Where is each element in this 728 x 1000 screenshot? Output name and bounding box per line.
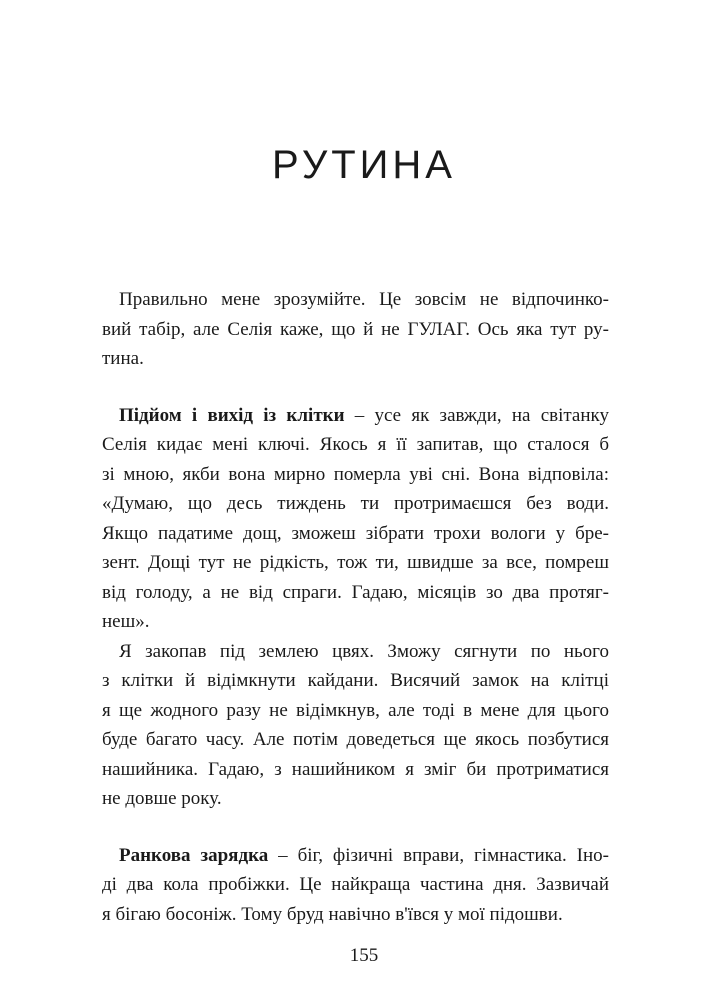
- text-line: Селія кидає мені ключі. Якось я її запитав, що сталося б: [102, 434, 609, 455]
- text-line: вий табір, але Селія каже, що й не ГУЛАГ. Ось яка тут ру-: [102, 318, 609, 340]
- chapter-title: РУТИНА: [272, 143, 456, 187]
- text-line: неш».: [102, 611, 150, 632]
- text-line: буде багато часу. Але потім доведеться ще якось позбутися: [102, 729, 609, 750]
- paragraph-2: [102, 401, 609, 637]
- paragraph-gap: [102, 374, 609, 401]
- text-line: Якщо падатиме дощ, зможеш зібрати трохи вологи у бре-: [102, 522, 609, 544]
- text-line: Правильно мене зрозумійте. Це зовсім не відпочинко-: [119, 289, 609, 310]
- text-line: Я закопав під землею цвях. Зможу сягнути по нього: [119, 640, 609, 662]
- text-fragment: – біг, фізичні вправи, гімнастика. Іно-: [268, 844, 609, 866]
- text-fragment: – усе як завжди, на світанку: [344, 404, 609, 426]
- text-line: від голоду, а не від спраги. Гадаю, місяців зо два протяг-: [102, 581, 609, 603]
- section-heading: Підйом і вихід із клітки: [119, 404, 345, 426]
- paragraph-1: [102, 285, 609, 374]
- text-line: не довше року.: [102, 788, 222, 809]
- page-number: 155: [349, 945, 379, 966]
- paragraph-3: [102, 637, 609, 814]
- text-line: [102, 401, 609, 431]
- text-line: «Думаю, що десь тиждень ти протримаєшся без води.: [102, 493, 609, 514]
- paragraph-gap: [102, 814, 609, 841]
- text-line: я ще жодного разу не відімкнув, але тоді в мене для цього: [102, 699, 609, 721]
- text-line: зент. Дощі тут не рідкість, тож ти, швидше за все, помреш: [102, 552, 609, 573]
- text-line: зі мною, якби вона мирно померла уві сні. Вона відповіла:: [102, 463, 609, 485]
- text-line: я бігаю босоніж. Тому бруд навічно в'ївся у мої підошви.: [102, 903, 563, 925]
- paragraph-4: [102, 841, 609, 930]
- section-heading: Ранкова зарядка: [119, 844, 269, 866]
- body-text: [102, 285, 609, 929]
- text-line: тина.: [102, 348, 144, 369]
- text-line: ді два кола пробіжки. Це найкраща частина дня. Зазвичай: [102, 874, 609, 895]
- text-line: нашийника. Гадаю, з нашийником я зміг би протриматися: [102, 758, 609, 780]
- text-line: [102, 841, 609, 871]
- text-line: з клітки й відімкнути кайдани. Висячий замок на клітці: [102, 670, 609, 691]
